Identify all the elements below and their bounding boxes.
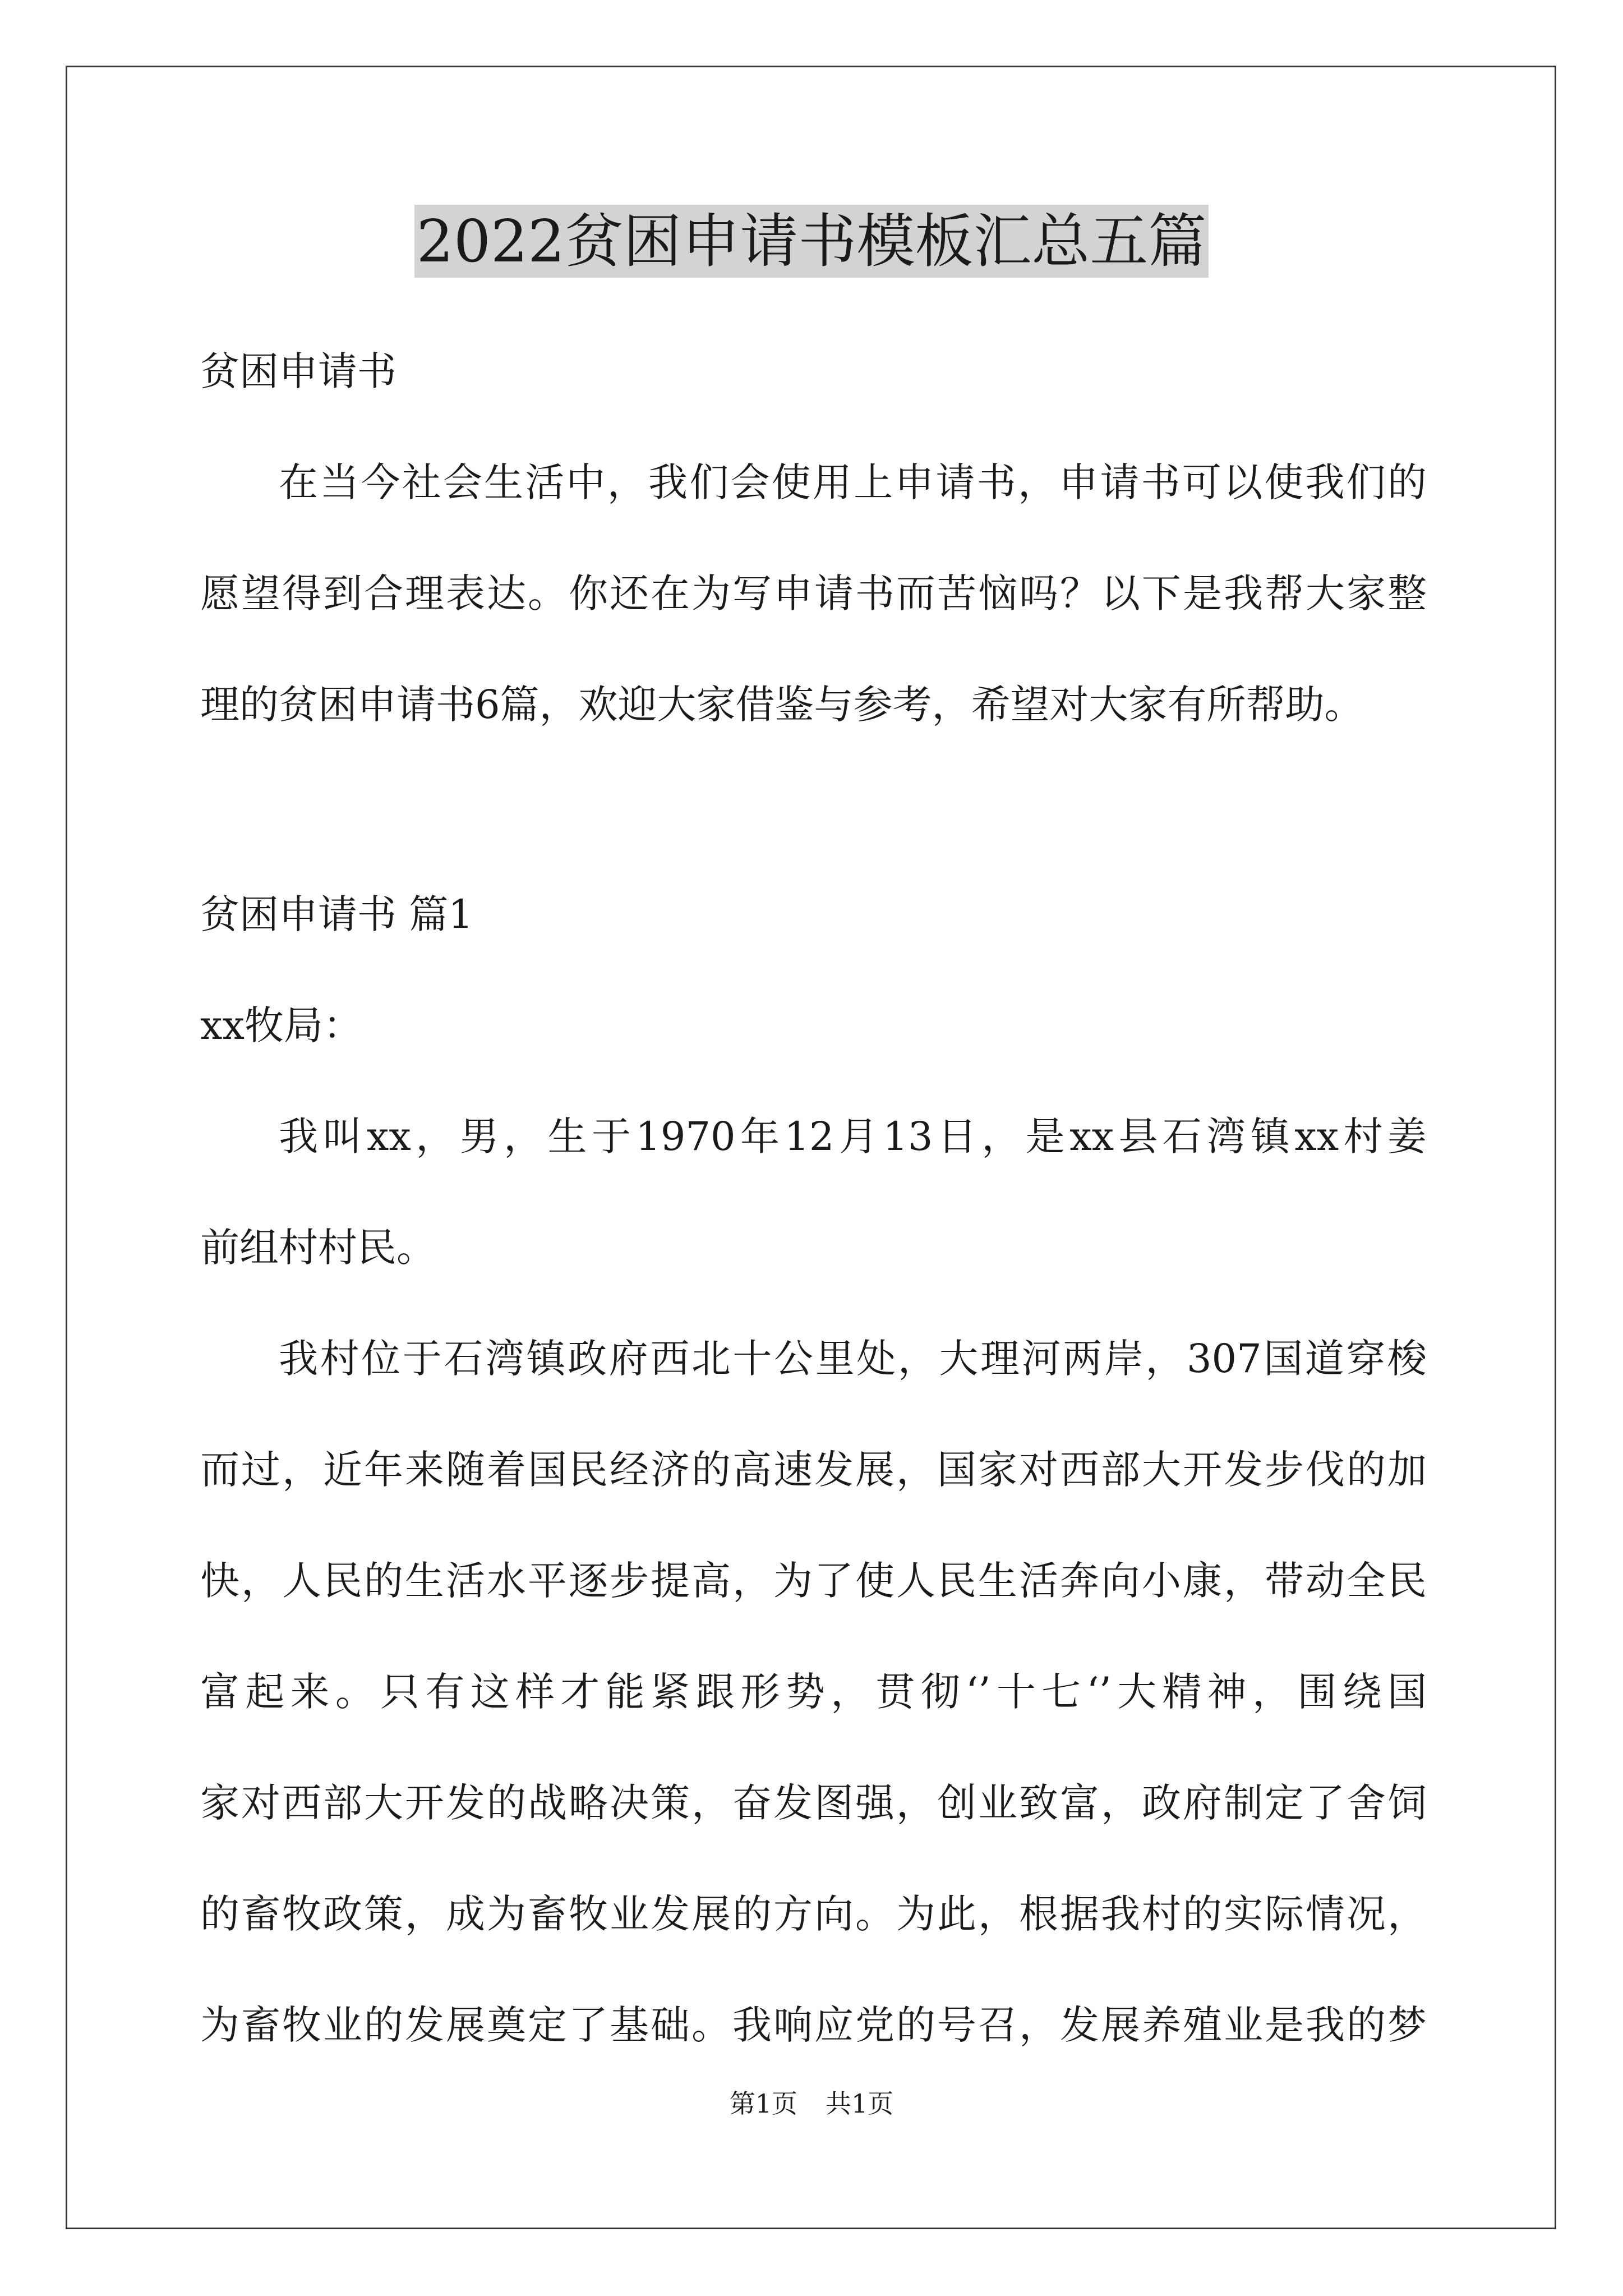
body-line: 为畜牧业的发展奠定了基础。我响应党的号召，发展养殖业是我的梦 [200, 2002, 1427, 2048]
salutation: xx牧局： [200, 1002, 362, 1048]
body-line: 家对西部大开发的战略决策，奋发图强，创业致富，政府制定了舍饲 [200, 1780, 1427, 1826]
page-number: 第1页 [729, 2088, 797, 2119]
document-title: 2022贫困申请书模板汇总五篇 [0, 202, 1623, 280]
intro-line: 在当今社会生活中，我们会使用上申请书，申请书可以使我们的 [279, 459, 1427, 505]
body-line: 快，人民的生活水平逐步提高，为了使人民生活奔向小康，带动全民 [200, 1558, 1427, 1604]
body-line: 我村位于石湾镇政府西北十公里处，大理河两岸，307国道穿梭 [279, 1336, 1427, 1382]
body-line: 的畜牧政策，成为畜牧业发展的方向。为此，根据我村的实际情况， [200, 1891, 1427, 1937]
page-footer [0, 2087, 1623, 2120]
intro-line: 理的贫困申请书6篇，欢迎大家借鉴与参考，希望对大家有所帮助。 [200, 682, 1364, 728]
body-line: 前组村村民。 [200, 1225, 436, 1271]
body-line: 富起来。只有这样才能紧跟形势，贯彻‘’十七‘’大精神，围绕国 [200, 1669, 1427, 1715]
intro-heading: 贫困申请书 [200, 348, 396, 394]
body-line: 我叫xx，男，生于1970年12月13日，是xx县石湾镇xx村姜 [279, 1114, 1427, 1159]
page-total: 共1页 [826, 2088, 894, 2119]
body-line: 而过，近年来随着国民经济的高速发展，国家对西部大开发步伐的加 [200, 1447, 1427, 1493]
intro-line: 愿望得到合理表达。你还在为写申请书而苦恼吗？以下是我帮大家整 [200, 570, 1427, 616]
section-heading: 贫困申请书 篇1 [200, 891, 473, 937]
